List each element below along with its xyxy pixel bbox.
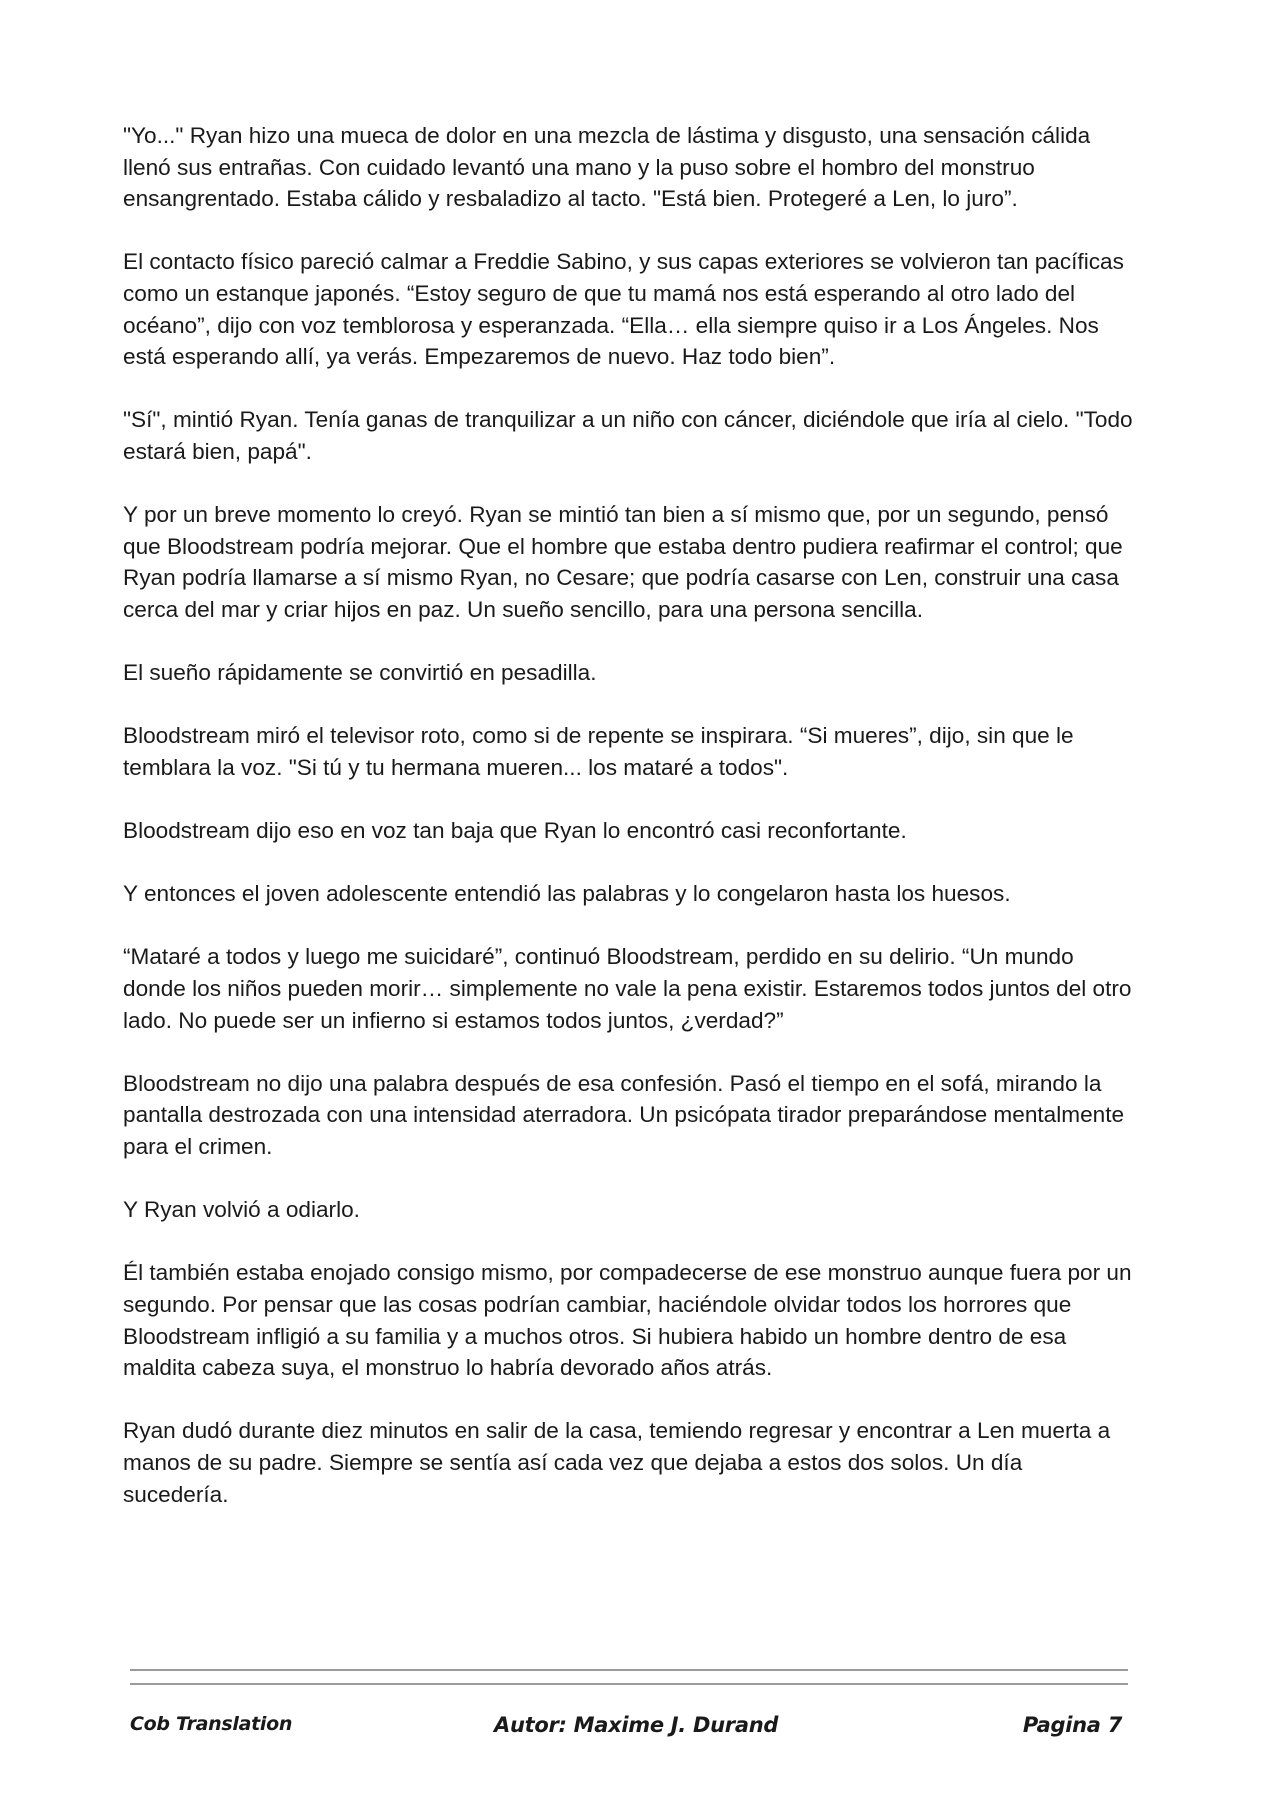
paragraph: Bloodstream no dijo una palabra después de esa confesión. Pasó el tiempo en el sofá, mirando la pantalla destrozada con una intensidad aterradora. Un psicópata tirador preparándose mentalmente para el crimen. — [123, 1070, 1125, 1159]
paragraph: El sueño rápidamente se convirtió en pesadilla. — [123, 660, 597, 686]
paragraph: Ryan dudó durante diez minutos en salir de la casa, temiendo regresar y encontrar a Len muerta a manos de su padre. Siempre se sentía así cada vez que dejaba a estos dos solos. Un día sucedería. — [123, 1418, 1111, 1507]
paragraph: “Mataré a todos y luego me suicidaré”, continuó Bloodstream, perdido en su delirio. “Un mundo donde los niños pueden morir… simplemente no vale la pena existir. Estaremos todos juntos del otro lado. No puede ser un infierno si estamos todos juntos, ¿verdad?” — [123, 944, 1132, 1033]
paragraph: Y entonces el joven adolescente entendió las palabras y lo congelaron hasta los huesos. — [123, 881, 1011, 907]
paragraph: Bloodstream dijo eso en voz tan baja que Ryan lo encontró casi reconfortante. — [123, 818, 907, 844]
footer-translator: Cob Translation — [130, 1713, 293, 1735]
footer-author: Autor: Maxime J. Durand — [494, 1713, 779, 1737]
paragraph: Y por un breve momento lo creyó. Ryan se mintió tan bien a sí mismo que, por un segundo, pensó que Bloodstream podría mejorar. Que el hombre que estaba dentro pudiera reafirmar el control; que Ryan podría llamarse a sí mismo Ryan, no Cesare; que podría casarse con Len, construir una casa cerca del mar y criar hijos en paz. Un sueño sencillo, para una persona sencilla. — [123, 502, 1123, 622]
paragraph: Él también estaba enojado consigo mismo, por compadecerse de ese monstruo aunque fuera por un segundo. Por pensar que las cosas podrían cambiar, haciéndole olvidar todos los horrores que Bloodstream infligió a su familia y a muchos otros. Si hubiera habido un hombre dentro de esa maldita cabeza suya, el monstruo lo habría devorado años atrás. — [123, 1260, 1132, 1381]
paragraph: "Sí", mintió Ryan. Tenía ganas de tranquilizar a un niño con cáncer, diciéndole que iría al cielo. "Todo estará bien, papá". — [123, 407, 1133, 464]
paragraph: "Yo..." Ryan hizo una mueca de dolor en una mezcla de lástima y disgusto, una sensación cálida llenó sus entrañas. Con cuidado levantó una mano y la puso sobre el hombro del monstruo ensangrentado. Estaba cálido y resbaladizo al tacto. "Está bien. Protegeré a Len, lo juro”. — [123, 123, 1091, 212]
footer-page-number: Pagina 7 — [1022, 1713, 1122, 1737]
paragraph: Y Ryan volvió a odiarlo. — [123, 1197, 360, 1223]
footer-divider-top — [130, 1669, 1128, 1671]
page-footer — [130, 1713, 1128, 1747]
footer-divider-bottom — [130, 1683, 1128, 1685]
paragraph: Bloodstream miró el televisor roto, como si de repente se inspirara. “Si mueres”, dijo, sin que le temblara la voz. "Si tú y tu hermana mueren... los mataré a todos". — [123, 723, 1074, 780]
body-text — [123, 120, 1133, 1542]
paragraph: El contacto físico pareció calmar a Freddie Sabino, y sus capas exteriores se volvieron tan pacíficas como un estanque japonés. “Estoy seguro de que tu mamá nos está esperando al otro lado del océano”, dijo con voz temblorosa y esperanzada. “Ella… ella siempre quiso ir a Los Ángeles. Nos está esperando allí, ya verás. Empezaremos de nuevo. Haz todo bien”. — [123, 249, 1124, 370]
